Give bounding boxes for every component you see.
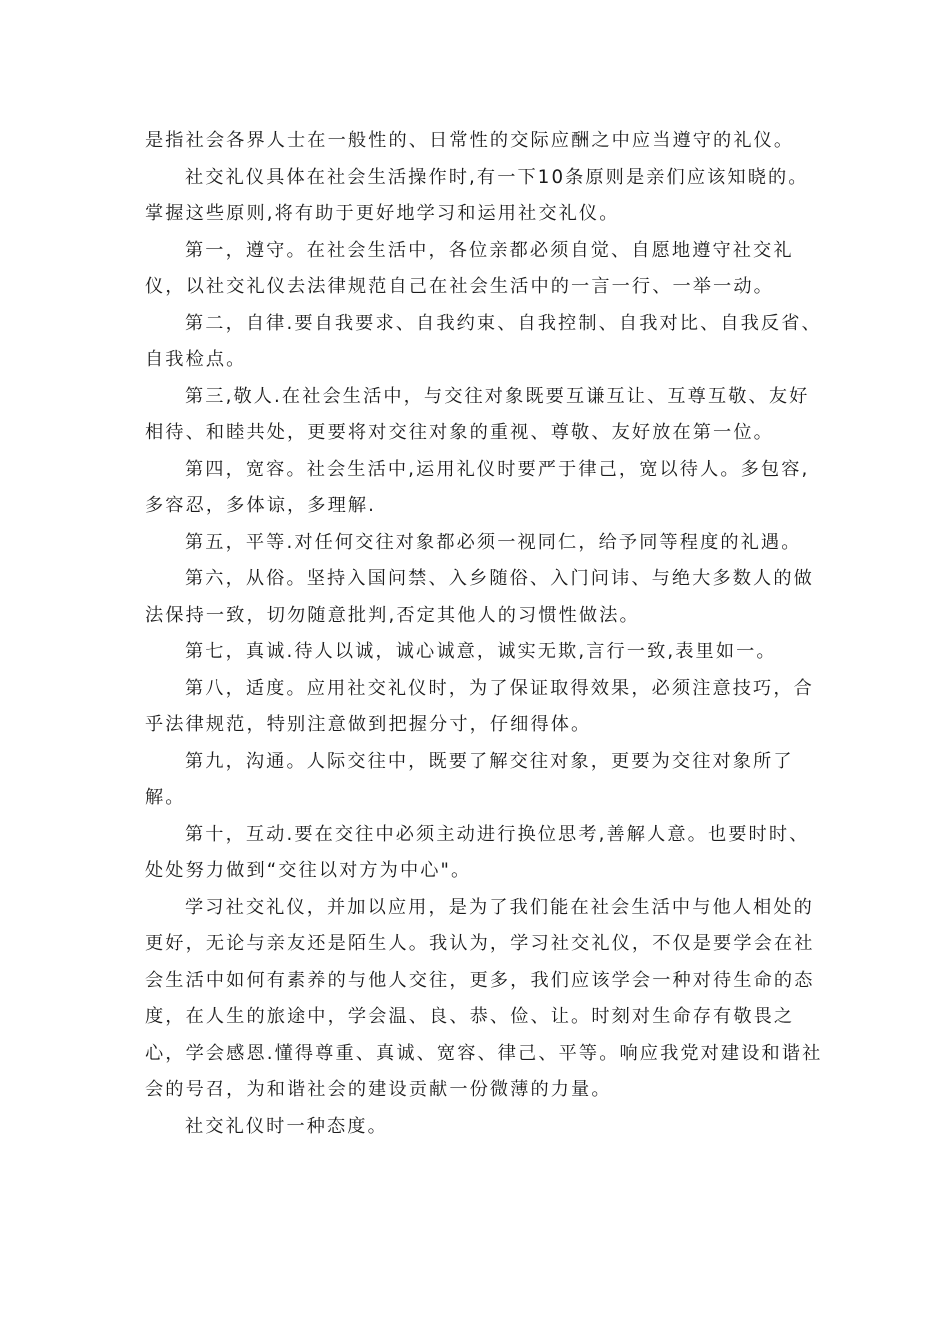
paragraph: 第四，宽容。社会生活中,运用礼仪时要严于律己，宽以待人。多包容,多容忍，多体谅，多理解. xyxy=(145,458,810,516)
paragraph: 是指社会各界人士在一般性的、日常性的交际应酬之中应当遵守的礼仪。 xyxy=(145,130,795,151)
paragraph: 第一，遵守。在社会生活中，各位亲都必须自觉、自愿地遵守社交礼仪，以社交礼仪去法律规范自己在社会生活中的一言一行、一举一动。 xyxy=(145,239,794,297)
paragraph: 第六，从俗。坚持入国问禁、入乡随俗、入门问讳、与绝大多数人的做法保持一致，切勿随意批判,否定其他人的习惯性做法。 xyxy=(145,568,814,626)
paragraph: 第三,敬人.在社会生活中，与交往对象既要互谦互让、互尊互敬、友好相待、和睦共处，更要将对交往对象的重视、尊敬、友好放在第一位。 xyxy=(145,385,810,443)
paragraph: 第七，真诚.待人以诚，诚心诚意，诚实无欺,言行一致,表里如一。 xyxy=(185,641,777,662)
paragraph: 社交礼仪时一种态度。 xyxy=(185,1115,388,1137)
paragraph: 第五，平等.对任何交往对象都必须一视同仁，给予同等程度的礼遇。 xyxy=(185,531,802,553)
paragraph: 第八，适度。应用社交礼仪时，为了保证取得效果，必须注意技巧，合乎法律规范，特别注意做到把握分寸，仔细得体。 xyxy=(145,677,814,735)
paragraph: 学习社交礼仪，并加以应用，是为了我们能在社会生活中与他人相处的更好，无论与亲友还是陌生人。我认为，学习社交礼仪，不仅是要学会在社会生活中如何有素养的与他人交往，更多，我们应该学会一种对待生命的态度，在人生的旅途中，学会温、良、恭、俭、让。时刻对生命存有敬畏之心，学会感恩.懂得尊重、真诚、宽容、律己、平等。响应我党对建设和谐社会的号召，为和谐社会的建设贡献一份微薄的力量。 xyxy=(145,896,823,1100)
paragraph: 第二，自律.要自我要求、自我约束、自我控制、自我对比、自我反省、自我检点。 xyxy=(145,312,822,370)
document-body xyxy=(145,123,825,1145)
paragraph: 第九，沟通。人际交往中，既要了解交往对象，更要为交往对象所了解。 xyxy=(145,750,794,808)
paragraph: 社交礼仪具体在社会生活操作时,有一下10条原则是亲们应该知晓的。掌握这些原则,将有助于更好地学习和运用社交礼仪。 xyxy=(145,166,809,224)
paragraph: 第十，互动.要在交往中必须主动进行换位思考,善解人意。也要时时、处处努力做到“交往以对方为中心"。 xyxy=(145,823,810,881)
